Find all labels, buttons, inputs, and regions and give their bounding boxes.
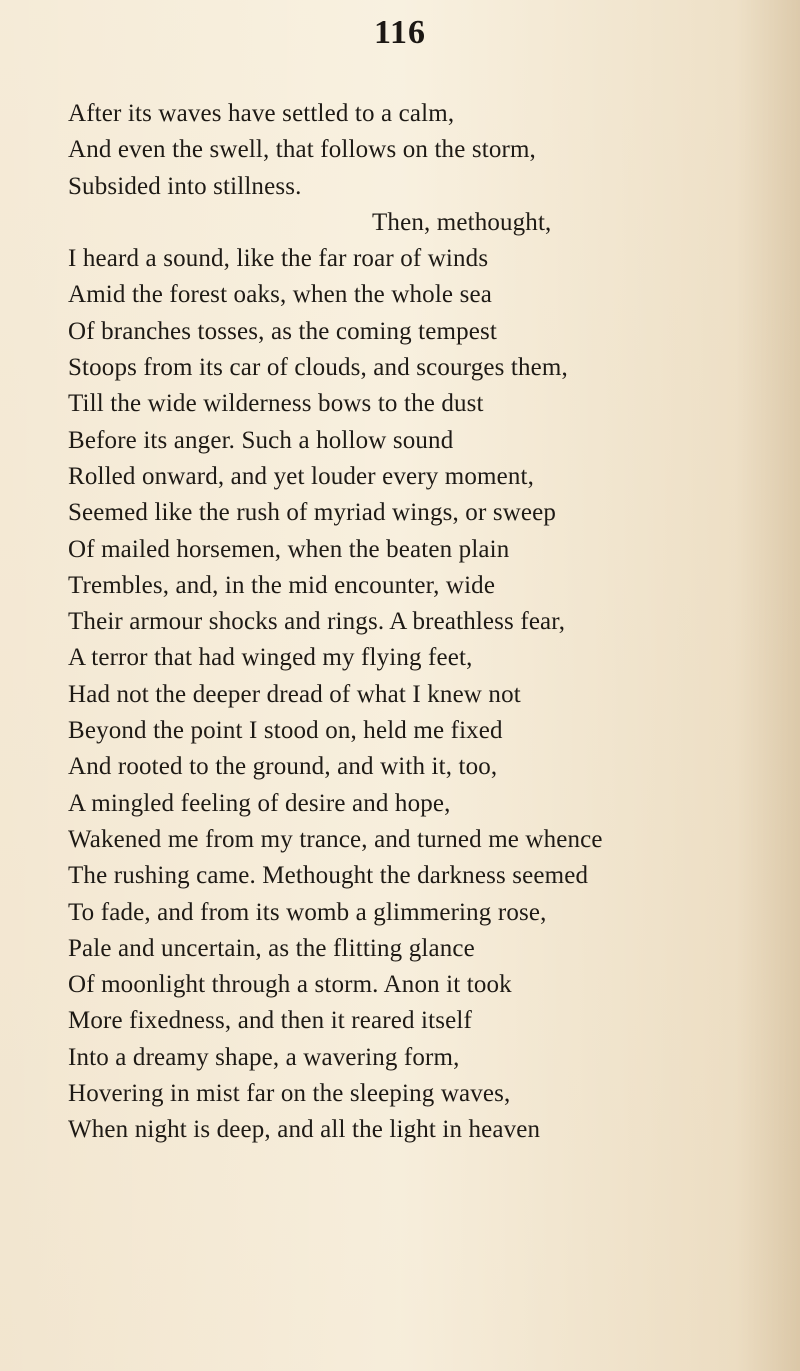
poem-line: Subsided into stillness. — [68, 172, 302, 200]
poem-line: Of moonlight through a storm. Anon it took — [68, 971, 512, 999]
poem-line: Hovering in mist far on the sleeping waves, — [68, 1080, 511, 1108]
poem-line: Of branches tosses, as the coming tempest — [68, 317, 497, 345]
poem-line: Stoops from its car of clouds, and scourges them, — [68, 354, 568, 382]
poem-line: Pale and uncertain, as the flitting glance — [68, 934, 475, 962]
poem-line: More fixedness, and then it reared itself — [68, 1007, 472, 1035]
poem-line: Before its anger. Such a hollow sound — [68, 426, 454, 454]
poem-line: Then, methought, — [372, 208, 552, 236]
poem-line: Into a dreamy shape, a wavering form, — [68, 1043, 460, 1071]
poem-line: After its waves have settled to a calm, — [68, 100, 455, 127]
page-number: 116 — [373, 14, 427, 51]
poem-line: A mingled feeling of desire and hope, — [68, 789, 451, 817]
poem-line: Seemed like the rush of myriad wings, or sweep — [68, 499, 557, 527]
poem-line: Their armour shocks and rings. A breathless fear, — [68, 608, 566, 636]
poem-line: Beyond the point I stood on, held me fixed — [68, 717, 503, 745]
poem-line: And rooted to the ground, and with it, too, — [68, 753, 498, 781]
poem-line: A terror that had winged my flying feet, — [68, 644, 473, 672]
poem-line: Rolled onward, and yet louder every moment, — [68, 462, 535, 490]
poem-line: Wakened me from my trance, and turned me whence — [68, 825, 603, 853]
poem-text — [68, 96, 768, 1149]
poem-line: Of mailed horsemen, when the beaten plain — [68, 535, 510, 563]
poem-line: I heard a sound, like the far roar of winds — [68, 245, 489, 273]
poem-line: To fade, and from its womb a glimmering rose, — [68, 898, 547, 926]
poem-line: And even the swell, that follows on the storm, — [68, 136, 536, 164]
poem-line: When night is deep, and all the light in heaven — [68, 1116, 541, 1144]
poem-line: Till the wide wilderness bows to the dust — [68, 390, 484, 418]
poem-line: Trembles, and, in the mid encounter, wide — [68, 571, 496, 599]
poem-line: Amid the forest oaks, when the whole sea — [68, 281, 492, 309]
poem-line: The rushing came. Methought the darkness seemed — [68, 862, 589, 890]
poem-line: Had not the deeper dread of what I knew not — [68, 680, 521, 708]
